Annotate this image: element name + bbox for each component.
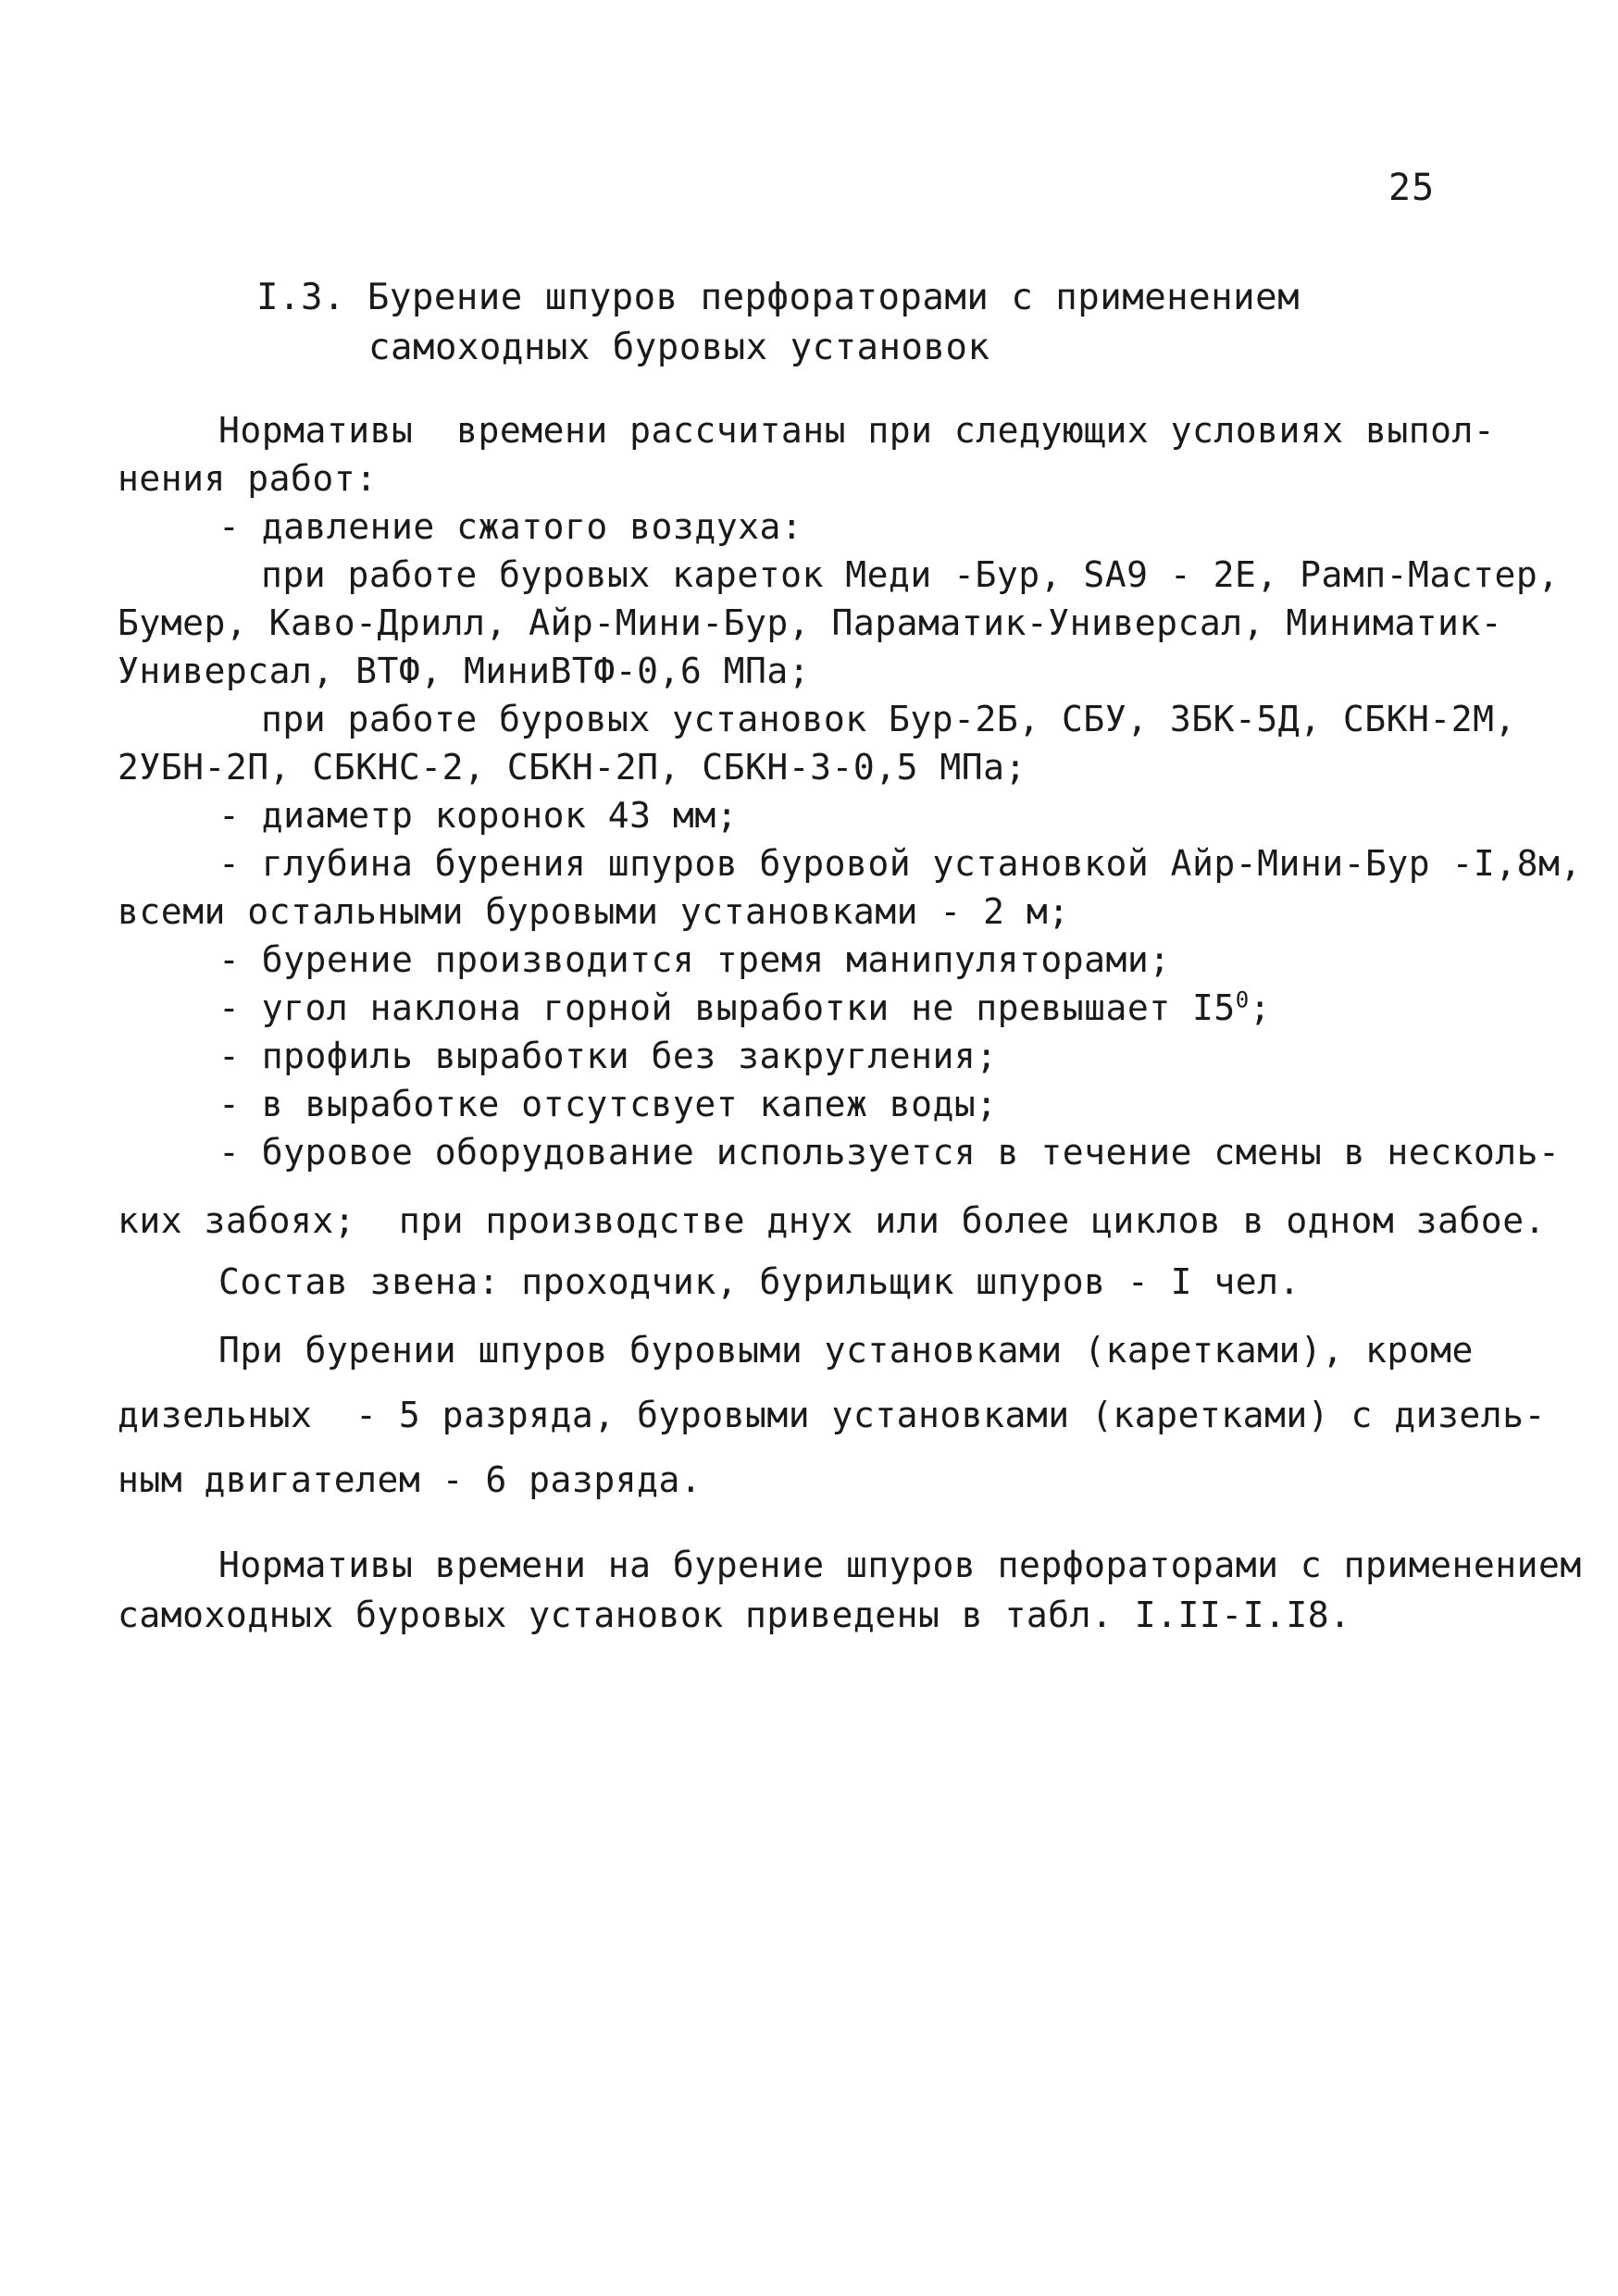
- pressure-units-line-2: 2УБН-2П, СБКНС-2, СБКН-2П, СБКН-3-0,5 МПа;: [118, 747, 1027, 788]
- condition-depth-line-2: всеми остальными буровыми установками - 2 м;: [118, 891, 1070, 932]
- condition-water: - в выработке отсутсвует капеж воды;: [218, 1084, 998, 1124]
- reference-line-1: Нормативы времени на бурение шпуров перфораторами с применением: [218, 1545, 1582, 1585]
- condition-equipment-line-1: - буровое оборудование используется в течение смены в несколь-: [218, 1132, 1561, 1173]
- condition-angle-end: ;: [1249, 987, 1272, 1028]
- pressure-carriages-line-3: Универсал, ВТФ, МиниВТФ-0,6 МПа;: [118, 651, 811, 691]
- section-title-line-1: I.3. Бурение шпуров перфораторами с применением: [256, 277, 1301, 318]
- condition-equipment-line-2: ких забоях; при производстве днух или более циклов в одном забое.: [118, 1200, 1546, 1241]
- condition-profile: - профиль выработки без закругления;: [218, 1036, 998, 1076]
- condition-depth-line-1: - глубина бурения шпуров буровой установкой Айр-Мини-Бур -I,8м,: [218, 843, 1582, 884]
- grade-line-1: При бурении шпуров буровыми установками (каретками), кроме: [218, 1330, 1474, 1371]
- grade-line-2: дизельных - 5 разряда, буровыми установками (каретками) с дизель-: [118, 1395, 1546, 1435]
- condition-diameter: - диаметр коронок 43 мм;: [218, 795, 739, 836]
- condition-manipulators: - бурение производится тремя манипуляторами;: [218, 939, 1171, 980]
- condition-angle-text: - угол наклона горной выработки не превышает I5: [218, 987, 1236, 1028]
- condition-pressure: - давление сжатого воздуха:: [218, 506, 803, 547]
- reference-line-2: самоходных буровых установок приведены в табл. I.II-I.I8.: [118, 1595, 1351, 1635]
- pressure-units-line-1: при работе буровых установок Бур-2Б, СБУ, 3БК-5Д, СБКН-2М,: [261, 699, 1516, 739]
- section-title-line-2: самоходных буровых установок: [368, 327, 990, 368]
- pressure-carriages-line-2: Бумер, Каво-Дрилл, Айр-Мини-Бур, Параматик-Универсал, Миниматик-: [118, 602, 1503, 643]
- condition-angle: [218, 987, 1272, 1028]
- degree-superscript: 0: [1235, 987, 1250, 1013]
- page-number: 25: [1388, 167, 1436, 209]
- crew-composition: Состав звена: проходчик, бурильщик шпуров - I чел.: [218, 1261, 1301, 1302]
- intro-line-2: нения работ:: [118, 458, 378, 499]
- grade-line-3: ным двигателем - 6 разряда.: [118, 1459, 703, 1500]
- pressure-carriages-line-1: при работе буровых кареток Меди -Бур, SA9 - 2Е, Рамп-Мастер,: [261, 554, 1560, 595]
- intro-line-1: Нормативы времени рассчитаны при следующих условиях выпол-: [218, 410, 1496, 451]
